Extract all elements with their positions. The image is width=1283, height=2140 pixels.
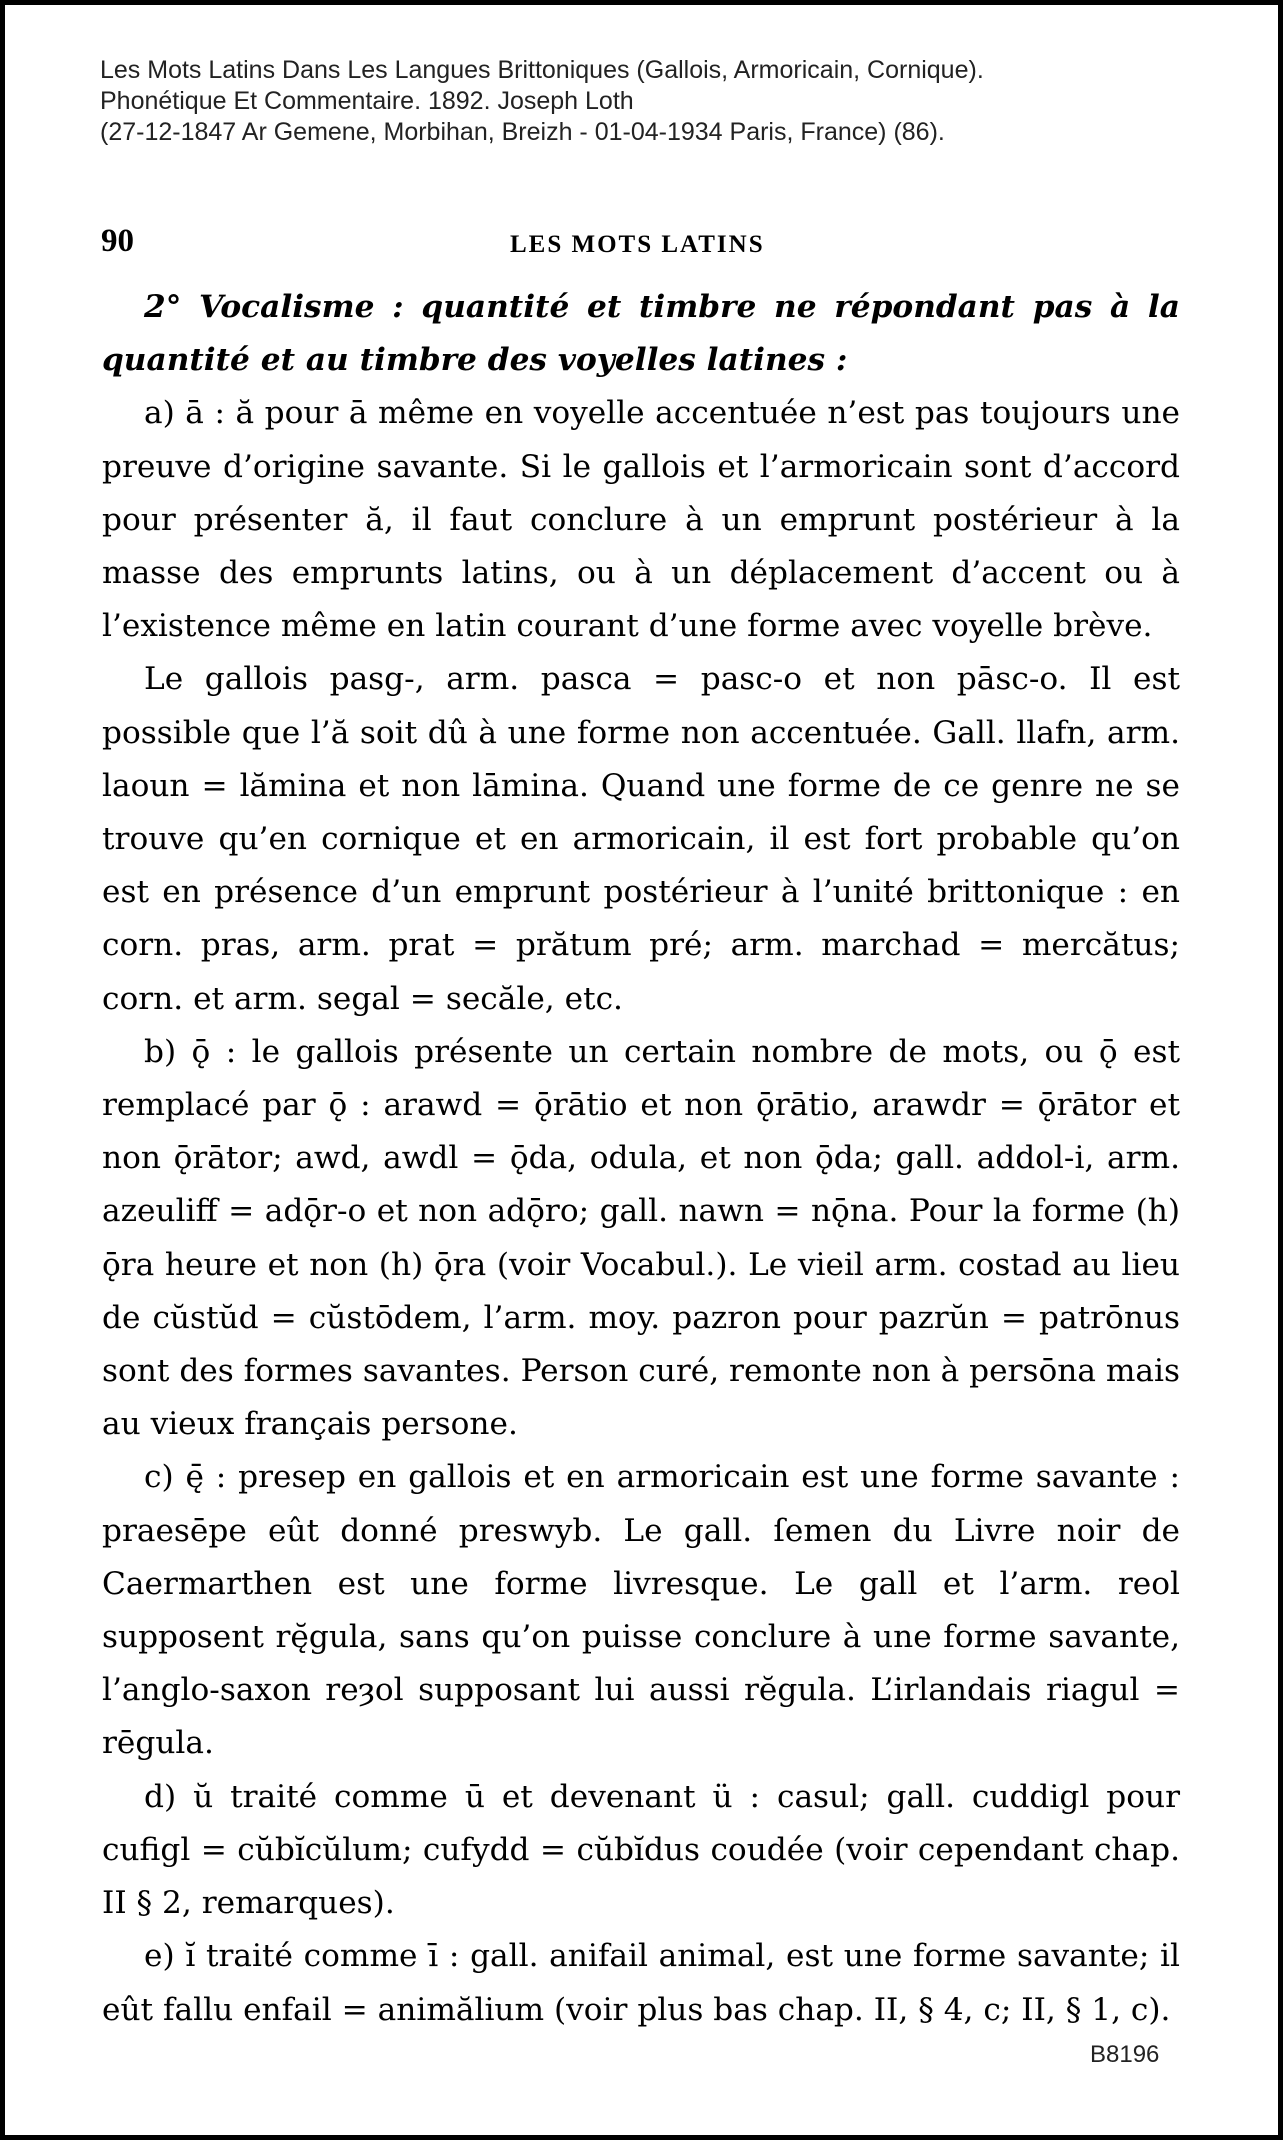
section-heading: 2° Vocalisme : quantité et timbre ne répondant pas à la quantité et au timbre des voyelles latines : <box>102 289 1180 379</box>
page-number: 90 <box>101 223 134 259</box>
paragraph-d: d) ŭ traité comme ū et devenant ü : casul; gall. cuddigl pour cufigl = cŭbĭcŭlum; cufydd = cŭbĭdus coudée (voir cependant chap. II § 2, remarques). <box>102 1778 1180 1922</box>
header-line-2: Phonétique Et Commentaire. 1892. Joseph Loth <box>100 87 634 115</box>
bibliographic-header <box>100 55 984 148</box>
paragraph-c: c) ę̄ : presep en gallois et en armoricain est une forme savante : praesēpe eût donné preswyb. Le gall. ſemen du Livre noir de Caermarthen est une forme livresque. Le gall et l’arm. reol supposent rę̆gula, sans qu’on puisse conclure à une forme savante, l’anglo-saxon reȝol supposant lui aussi rĕgula. L’irlandais riagul = rēgula. <box>102 1459 1180 1762</box>
running-head: LES MOTS LATINS <box>510 231 765 258</box>
catalog-id: B8196 <box>1090 2041 1160 2068</box>
paragraph-a-continued: Le gallois pasg-, arm. pasca = pasc-o et non pāsc-o. Il est possible que l’ă soit dû à une forme non accentuée. Gall. llafn, arm. laoun = lămina et non lāmina. Quand une forme de ce genre ne se trouve qu’en cornique et en armoricain, il est fort probable qu’on est en présence d’un emprunt postérieur à l’unité brittonique : en corn. pras, arm. prat = prătum pré; arm. marchad = mercătus; corn. et arm. segal = secăle, etc. <box>102 661 1180 1017</box>
header-line-1: Les Mots Latins Dans Les Langues Brittoniques (Gallois, Armoricain, Cornique). <box>100 56 984 84</box>
paragraph-b: b) ǭ : le gallois présente un certain nombre de mots, ou ǭ est remplacé par ǭ : arawd = ǭrātio et non ǭrātio, arawdr = ǭrātor et non ǭrātor; awd, awdl = ǭda, odula, et non ǭda; gall. addol-i, arm. azeuliff = adǭr-o et non adǭro; gall. nawn = nǭna. Pour la forme (h) ǭra heure et non (h) ǭra (voir Vocabul.). Le vieil arm. costad au lieu de cŭstŭd = cŭstōdem, l’arm. moy. pazron pour pazrŭn = patrōnus sont des formes savantes. Person curé, remonte non à persōna mais au vieux français persone. <box>102 1033 1180 1443</box>
paragraph-e: e) ĭ traité comme ī : gall. anifail animal, est une forme savante; il eût fallu enfail = animălium (voir plus bas chap. II, § 4, c; II, § 1, c). <box>102 1938 1180 2028</box>
paragraph-a: a) ā : ă pour ā même en voyelle accentuée n’est pas toujours une preuve d’origine savante. Si le gallois et l’armoricain sont d’accord pour présenter ă, il faut conclure à un emprunt postérieur à la masse des emprunts latins, ou à un déplacement d’accent ou à l’existence même en latin courant d’une forme avec voyelle brève. <box>102 395 1180 645</box>
body-text <box>102 281 1180 2037</box>
header-line-3: (27-12-1847 Ar Gemene, Morbihan, Breizh - 01-04-1934 Paris, France) (86). <box>100 118 945 146</box>
